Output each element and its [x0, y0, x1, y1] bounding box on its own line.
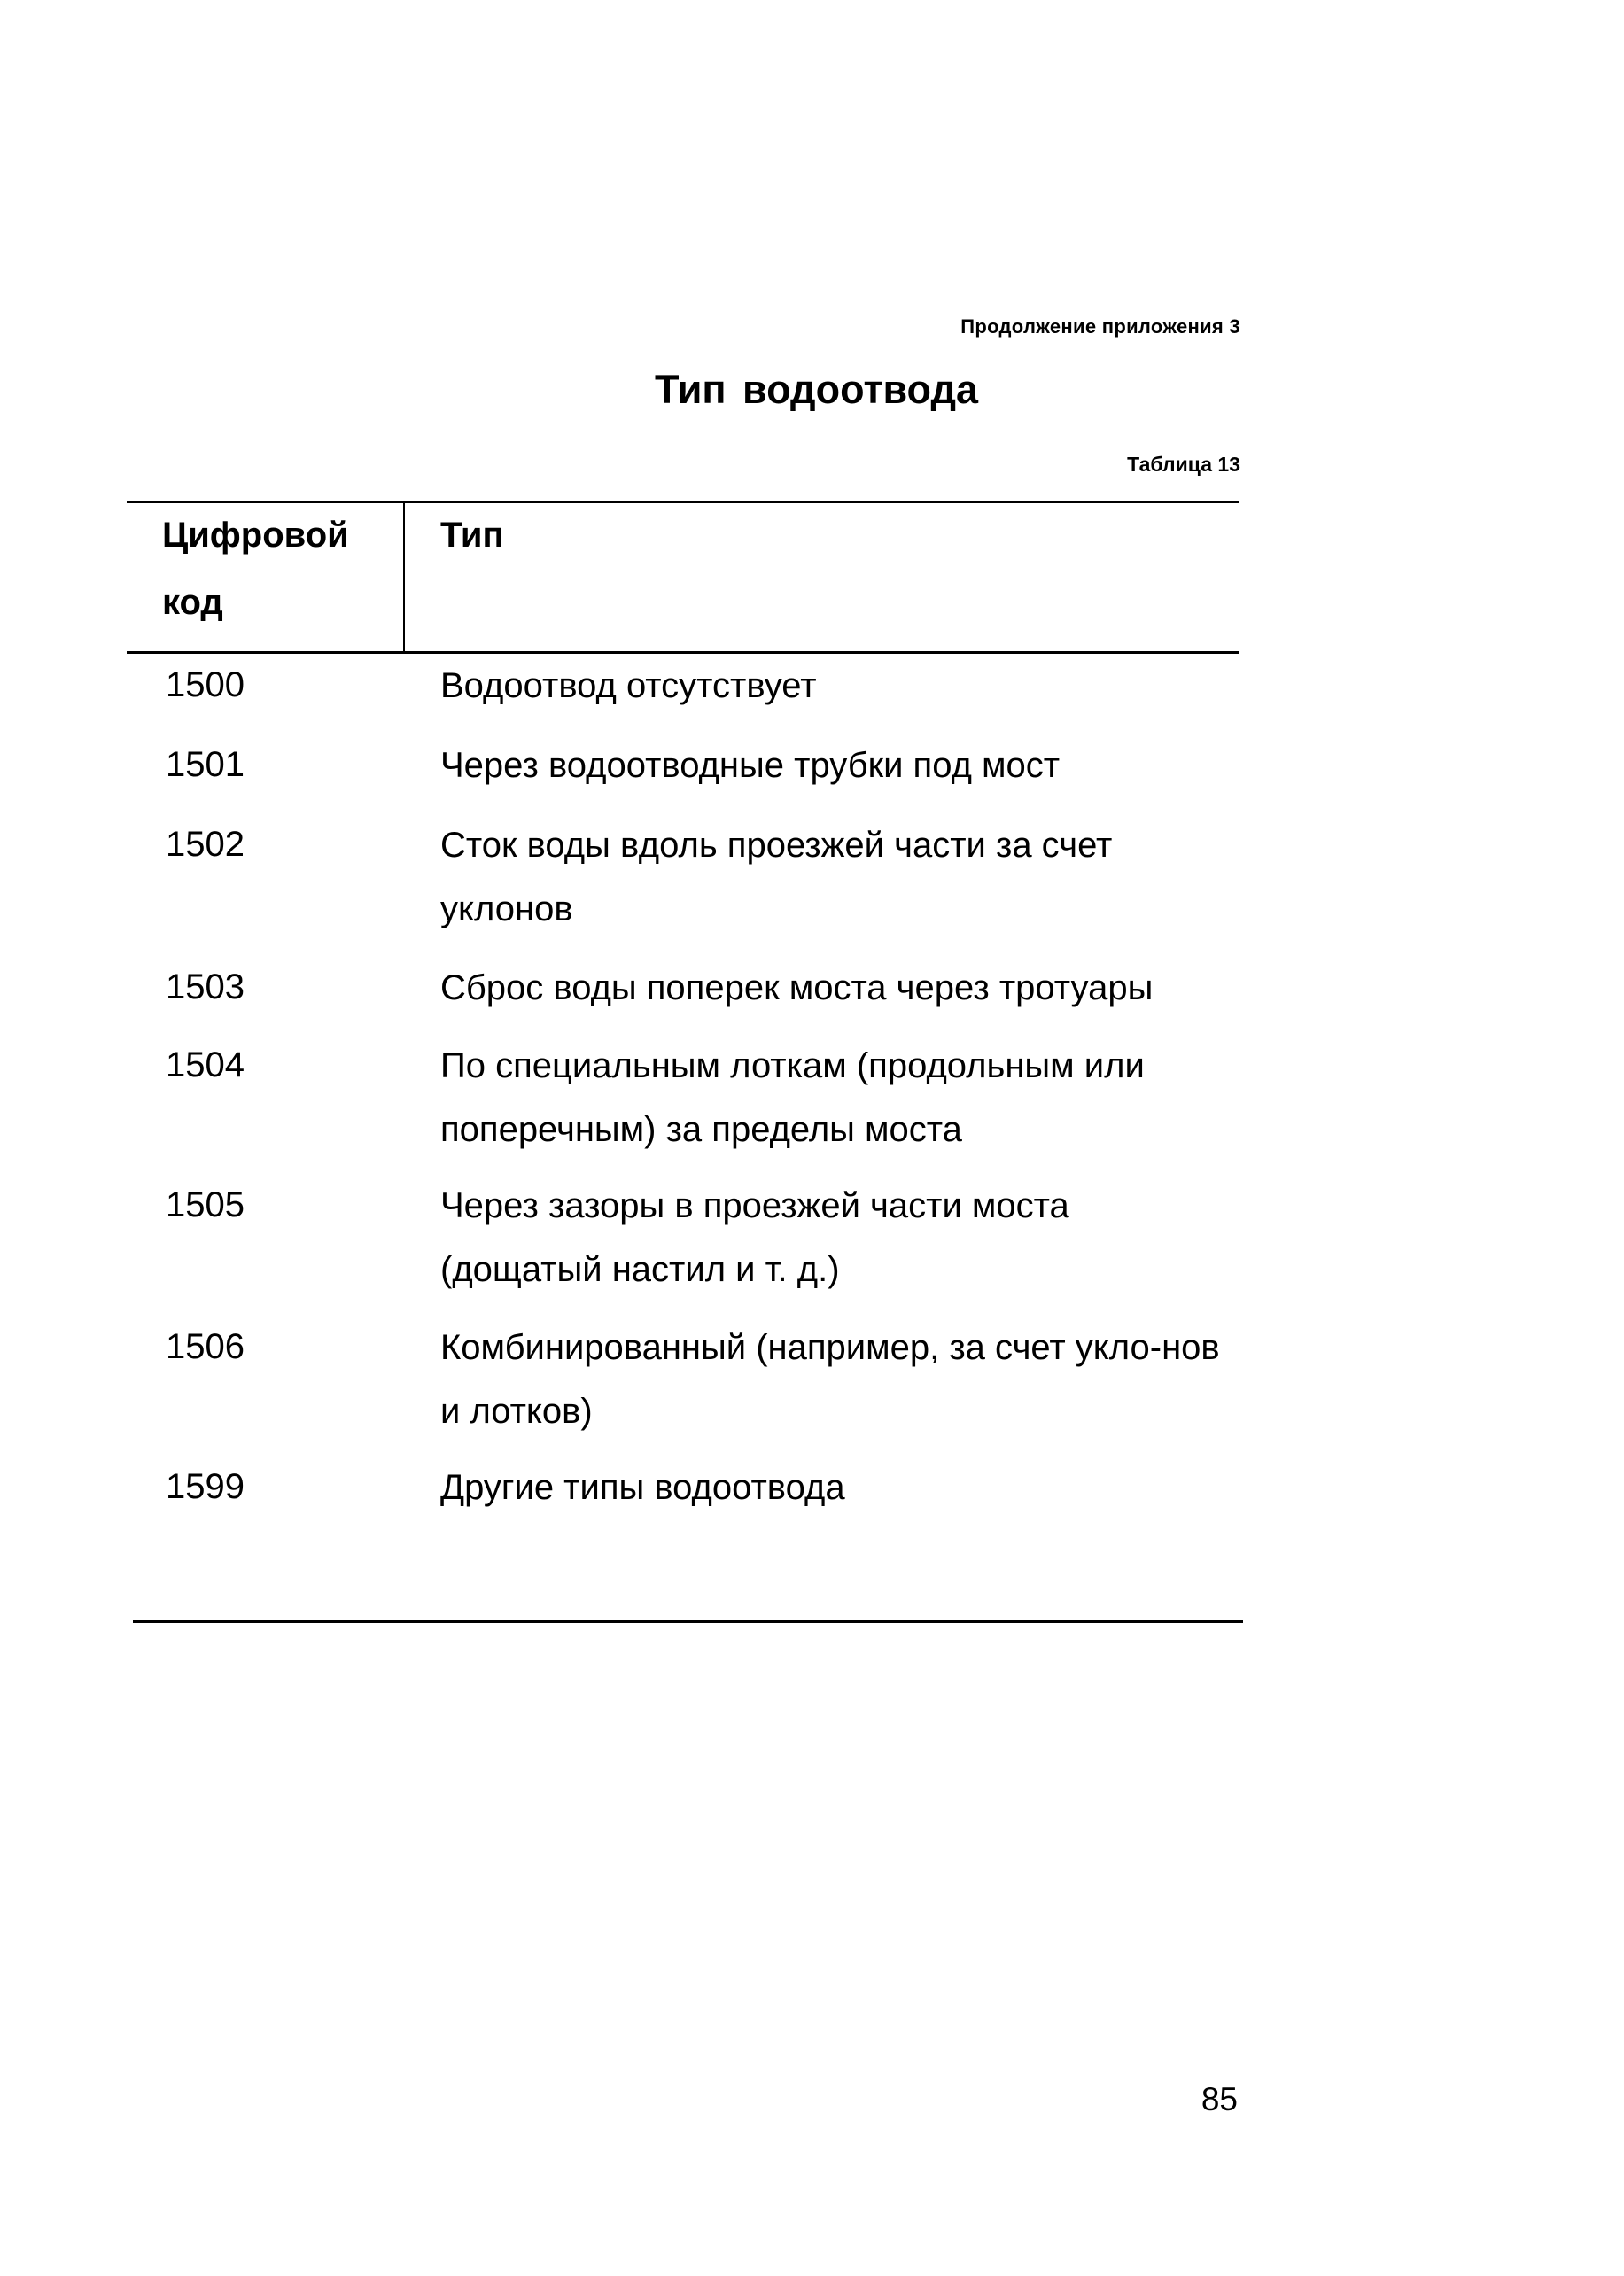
row-type: Комбинированный (например, за счет укло-нов и лотков)	[440, 1328, 1220, 1431]
row-type: Водоотвод отсутствует	[440, 666, 817, 705]
table-bottom-rule	[133, 1620, 1243, 1623]
column-header-type: Тип	[440, 516, 504, 555]
row-type: Сток воды вдоль проезжей части за счет уклонов	[440, 826, 1113, 928]
row-code: 1506	[166, 1327, 245, 1366]
row-type: Через водоотводные трубки под мост	[440, 746, 1061, 785]
column-header-code-line-2: код	[162, 583, 223, 622]
row-type: По специальным лоткам (продольным или поперечным) за пределы моста	[440, 1046, 1145, 1149]
row-code: 1500	[166, 665, 245, 704]
header-column-divider	[403, 501, 405, 652]
page-title: Тип водоотвода	[654, 367, 979, 412]
page-number: 85	[1201, 2081, 1238, 2117]
row-code: 1505	[166, 1185, 245, 1224]
appendix-continuation-note: Продолжение приложения 3	[960, 315, 1240, 338]
row-code: 1503	[166, 967, 245, 1006]
row-code: 1599	[166, 1467, 245, 1506]
row-code: 1502	[166, 825, 245, 864]
row-type: Другие типы водоотвода	[440, 1468, 845, 1507]
row-code: 1504	[166, 1045, 245, 1084]
row-type: Через зазоры в проезжей части моста (дощатый настил и т. д.)	[440, 1186, 1069, 1289]
row-code: 1501	[166, 745, 245, 784]
column-header-code	[162, 501, 349, 636]
table-caption: Таблица 13	[1127, 453, 1240, 476]
column-header-code-line-1: Цифровой	[162, 516, 349, 555]
row-type: Сброс воды поперек моста через тротуары	[440, 968, 1154, 1007]
